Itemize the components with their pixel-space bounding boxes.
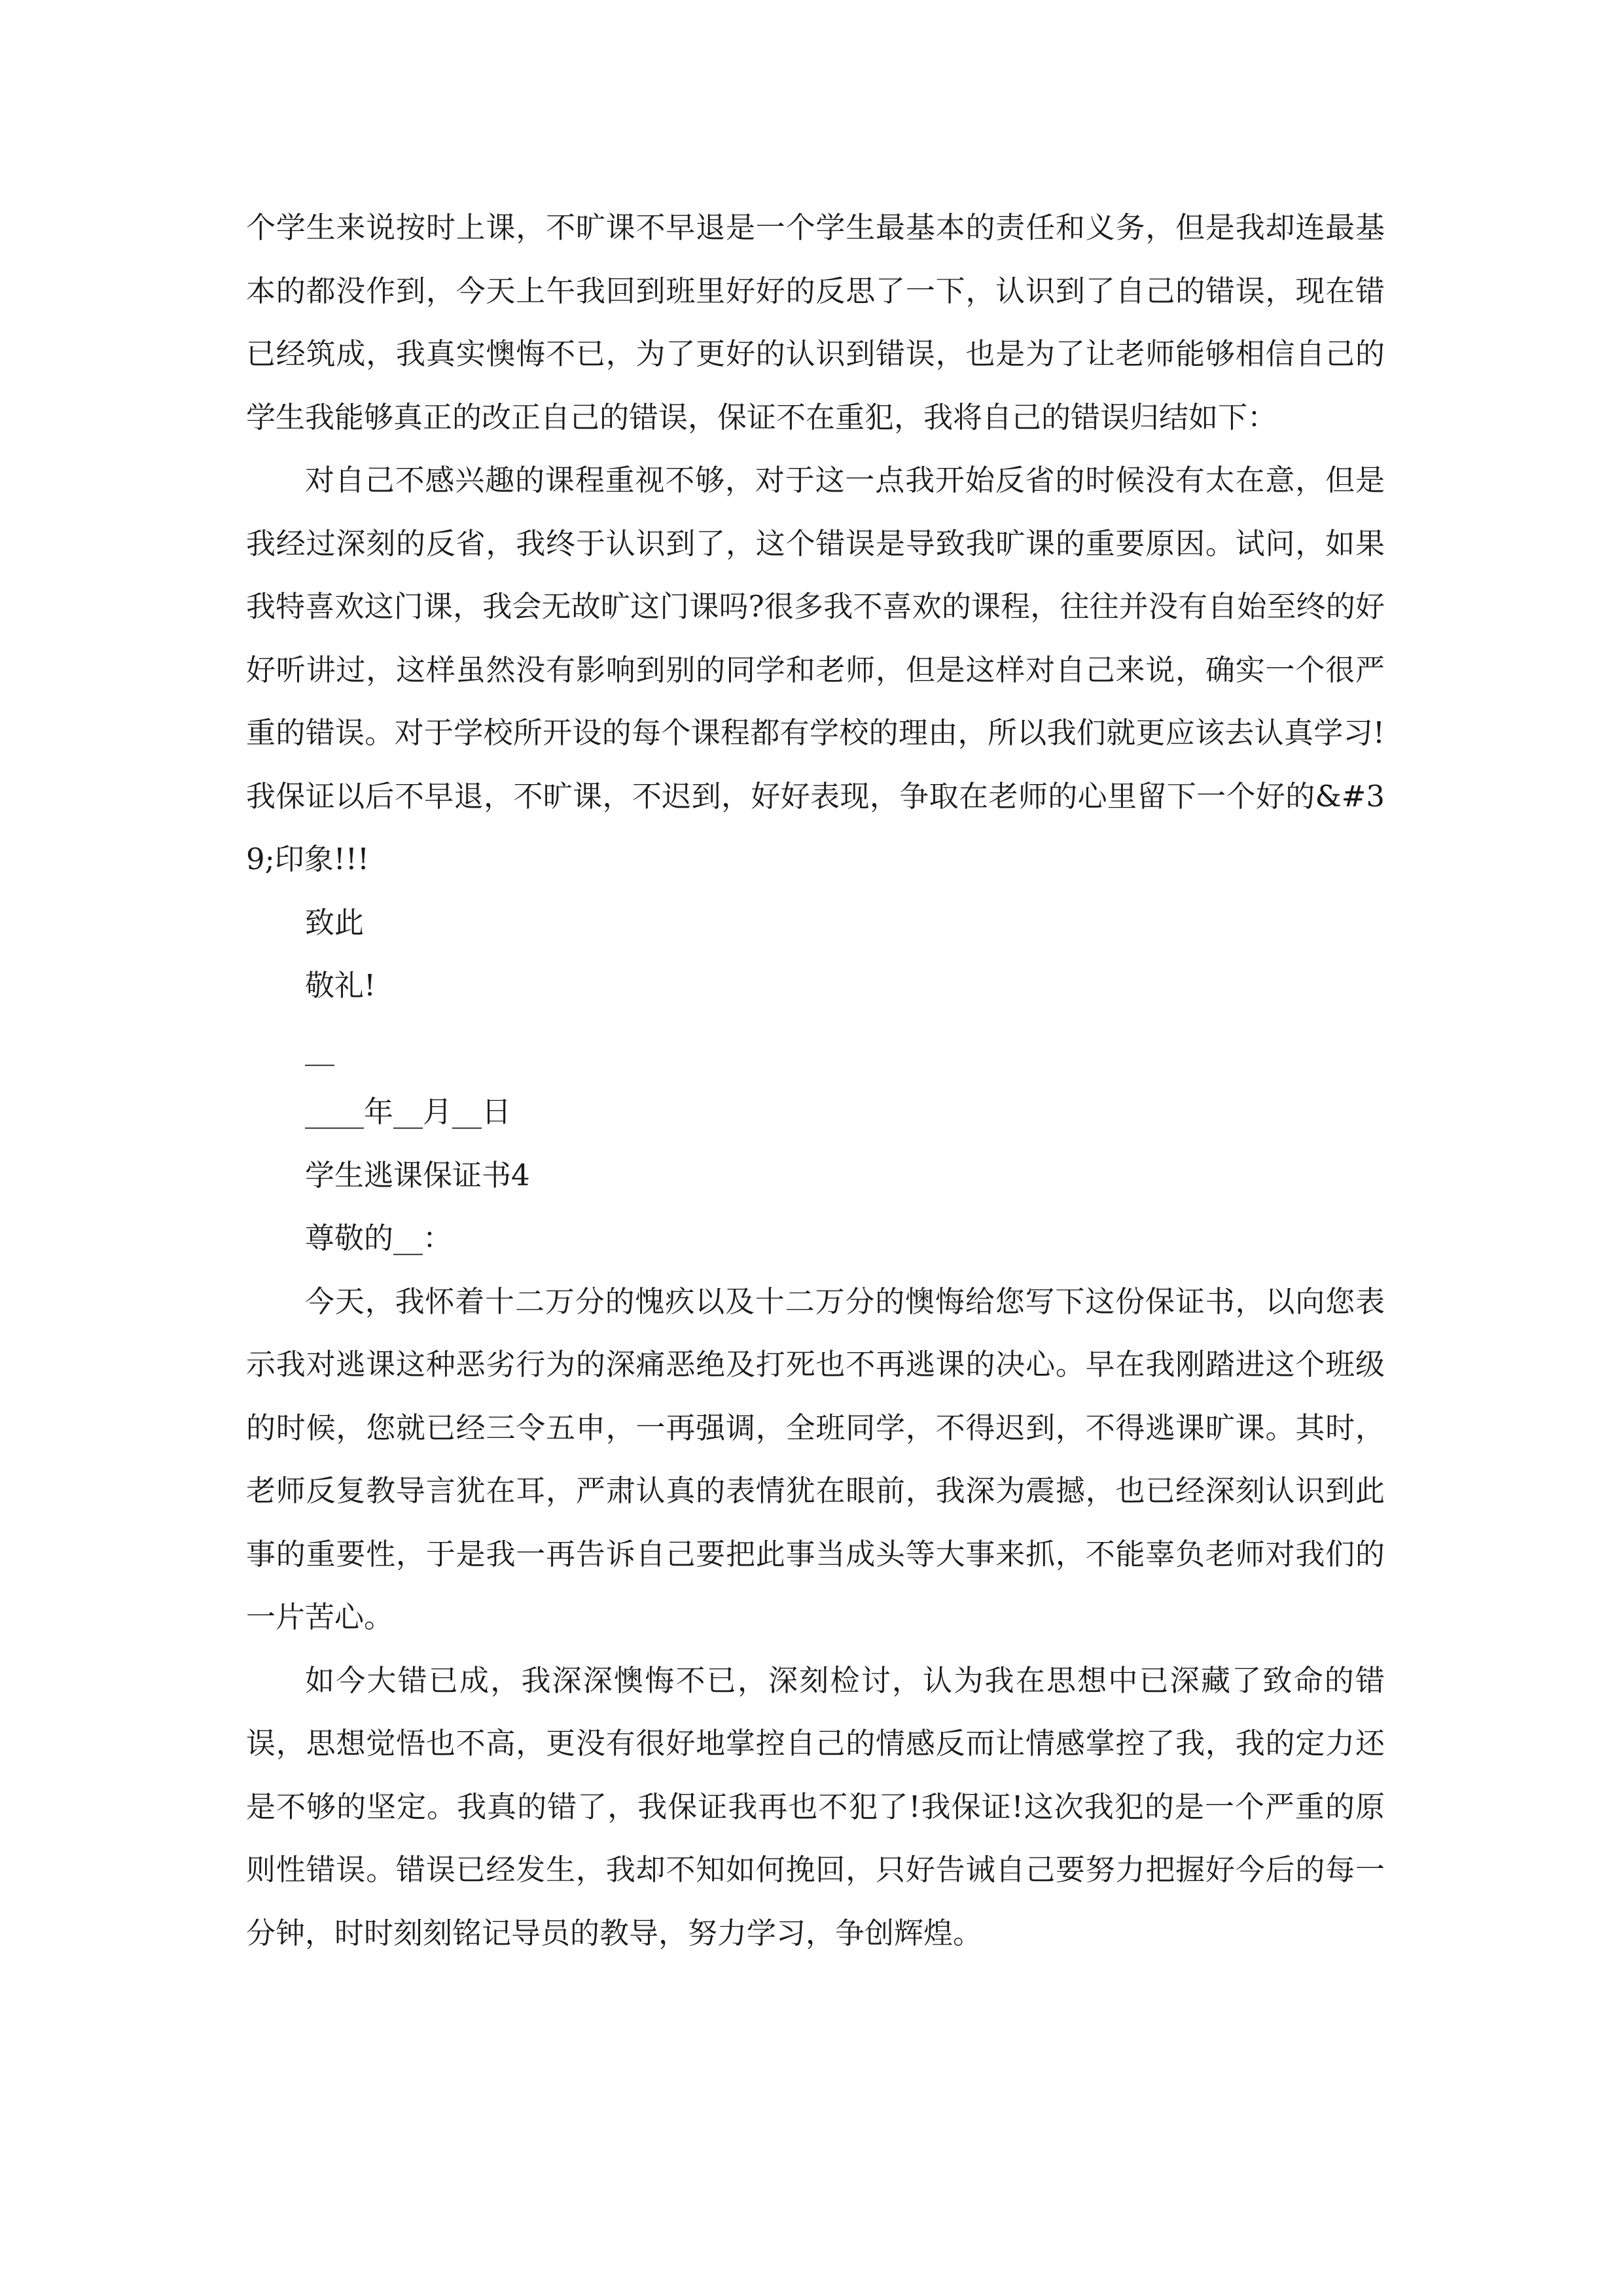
closing-line: 致此 (305, 905, 365, 940)
paragraph-continued: 个学生来说按时上课，不旷课不早退是一个学生最基本的责任和义务，但是我却连最基本的都没作到，今天上午我回到班里好好的反思了一下，认识到了自己的错误，现在错已经筑成，我真实懊悔不已，为了更好的认识到错误，也是为了让老师能够相信自己的学生我能够真正的改正自己的错误，保证不在重犯，我将自己的错误归结如下： (246, 210, 1385, 435)
greeting-line: 尊敬的__： (305, 1221, 453, 1255)
date-line: ____年__月__日 (305, 1094, 512, 1129)
signature-line: __ (305, 1031, 334, 1066)
document-body (246, 196, 1385, 1965)
section-title: 学生逃课保证书4 (305, 1157, 530, 1193)
salute-line: 敬礼! (305, 968, 376, 1003)
paragraph-reflection: 对自己不感兴趣的课程重视不够，对于这一点我开始反省的时候没有太在意，但是我经过深刻的反省，我终于认识到了，这个错误是导致我旷课的重要原因。试问，如果我特喜欢这门课，我会无故旷这门课吗?很多我不喜欢的课程，往往并没有自始至终的好好听讲过，这样虽然没有影响到别的同学和老师，但是这样对自己来说，确实一个很严重的错误。对于学校所开设的每个课程都有学校的理由，所以我们就更应该去认真学习!我保证以后不早退，不旷课，不迟到，好好表现，争取在老师的心里留下一个好的&#39;印象!!! (246, 463, 1385, 876)
paragraph-apology: 今天，我怀着十二万分的愧疚以及十二万分的懊悔给您写下这份保证书，以向您表示我对逃课这种恶劣行为的深痛恶绝及打死也不再逃课的决心。早在我刚踏进这个班级的时候，您就已经三令五申，一再强调，全班同学，不得迟到，不得逃课旷课。其时，老师反复教导言犹在耳，严肃认真的表情犹在眼前，我深为震撼，也已经深刻认识到此事的重要性，于是我一再告诉自己要把此事当成头等大事来抓，不能辜负老师对我们的一片苦心。 (246, 1283, 1385, 1634)
paragraph-commitment: 如今大错已成，我深深懊悔不已，深刻检讨，认为我在思想中已深藏了致命的错误，思想觉悟也不高，更没有很好地掌控自己的情感反而让情感掌控了我，我的定力还是不够的坚定。我真的错了，我保证我再也不犯了!我保证!这次我犯的是一个严重的原则性错误。错误已经发生，我却不知如何挽回，只好告诫自己要努力把握好今后的每一分钟，时时刻刻铭记导员的教导，努力学习，争创辉煌。 (246, 1662, 1385, 1950)
